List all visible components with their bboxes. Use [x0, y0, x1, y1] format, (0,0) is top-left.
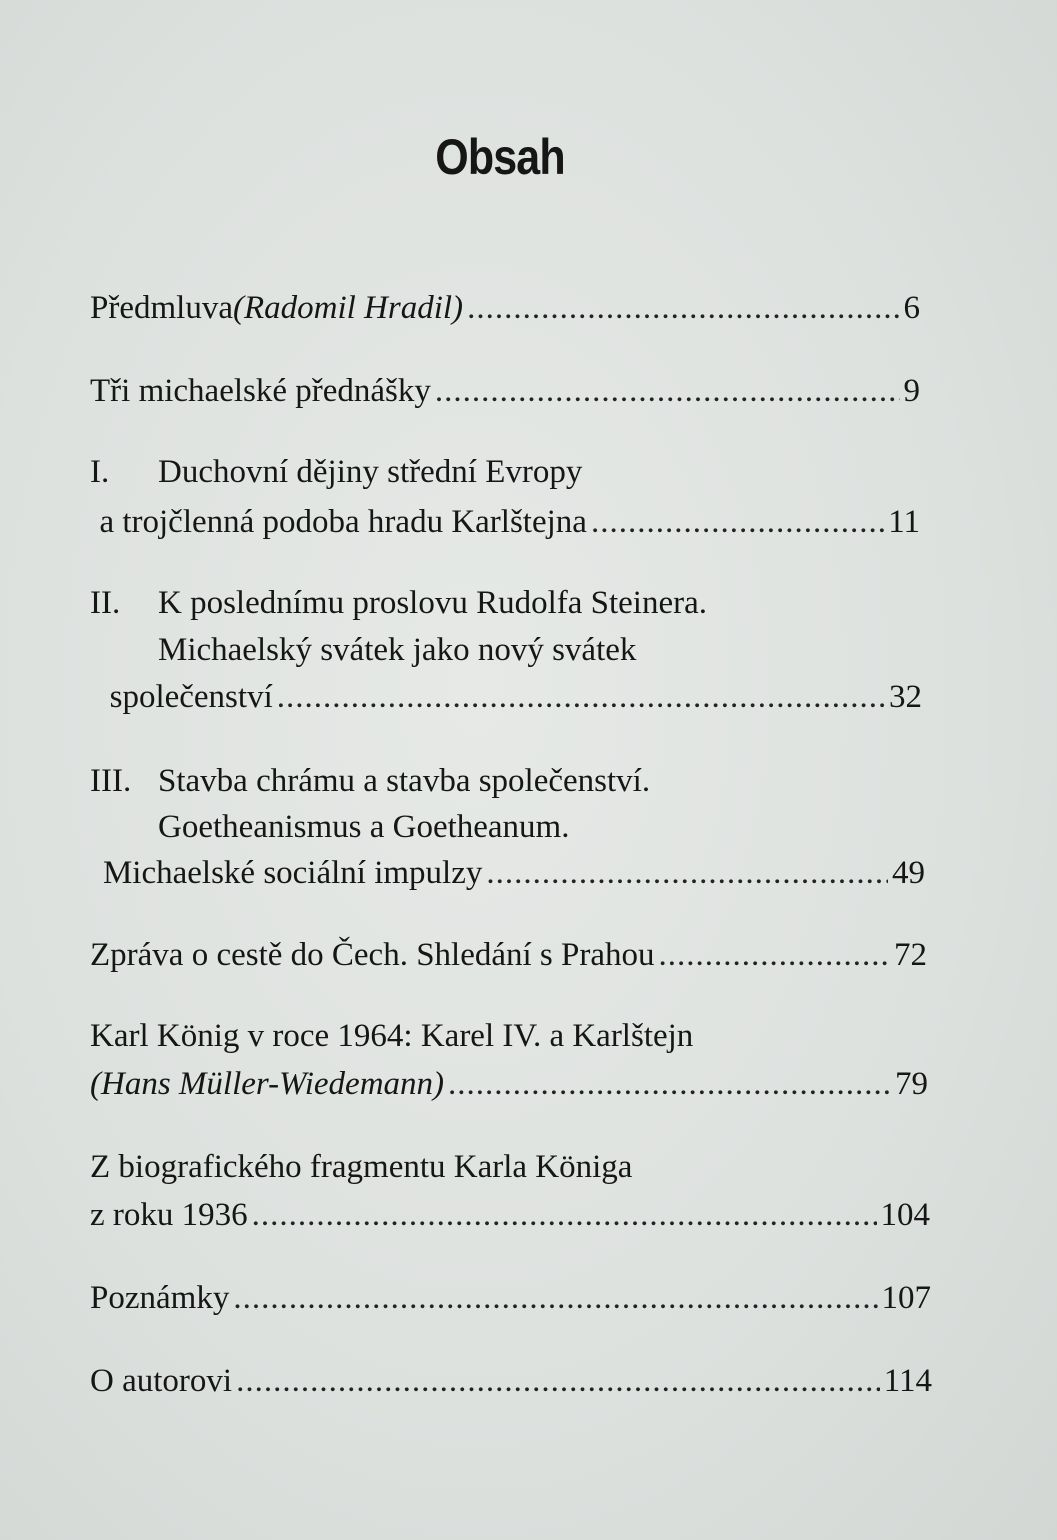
- toc-entry-title: K poslednímu proslovu Rudolfa Steinera.: [158, 585, 708, 621]
- toc-line: [90, 765, 925, 805]
- dot-leader: [467, 292, 899, 325]
- dot-leader: [252, 1199, 877, 1232]
- toc-page-number: 6: [903, 290, 920, 326]
- toc-entry-title: Karl König v roce 1964: Karel IV. a Karlštejn: [90, 1018, 694, 1054]
- toc-line: [90, 375, 920, 415]
- toc-page-number: 104: [880, 1197, 930, 1233]
- toc-page-number: 79: [895, 1066, 928, 1102]
- toc-page-number: 11: [888, 504, 920, 540]
- toc-entry-title: Goetheanismus a Goetheanum.: [158, 809, 570, 845]
- toc-entry-number: I.: [90, 454, 110, 490]
- toc-line: [90, 1199, 930, 1239]
- dot-leader: [448, 1068, 891, 1101]
- toc-entry-title: Z biografického fragmentu Karla Königa: [90, 1149, 633, 1185]
- toc-line: [90, 292, 920, 332]
- toc-page-number: 9: [903, 373, 920, 409]
- dot-leader: [591, 506, 884, 539]
- toc-page-number: 114: [883, 1363, 932, 1399]
- dot-leader: [236, 1365, 880, 1398]
- toc-entry-title: Poznámky: [90, 1280, 230, 1316]
- toc-entry-title: z roku 1936: [90, 1197, 248, 1233]
- page-title: Obsah: [435, 129, 565, 185]
- toc-line: [90, 681, 922, 721]
- toc-entry-title: společenství: [109, 679, 273, 715]
- toc-entry-title: Duchovní dějiny střední Evropy: [158, 454, 583, 490]
- toc-line: [90, 857, 925, 897]
- toc-line: [90, 811, 925, 851]
- toc-line: [90, 1151, 930, 1191]
- toc-entry-title: Zpráva o cestě do Čech. Shledání s Prahou: [90, 937, 655, 973]
- dot-leader: [233, 1282, 877, 1315]
- toc-line: [90, 587, 922, 627]
- toc-page-number: 72: [894, 937, 927, 973]
- toc-line: [90, 1365, 932, 1405]
- toc-line: [90, 1020, 928, 1060]
- toc-entry-title: Předmluva: [90, 290, 233, 326]
- dot-leader: [277, 681, 885, 714]
- dot-leader: [659, 939, 890, 972]
- toc-entry-number: II.: [90, 585, 121, 621]
- toc-entry-title: Michaelské sociální impulzy: [102, 855, 483, 891]
- toc-entry-number: III.: [90, 763, 132, 799]
- toc-line: [90, 1282, 931, 1322]
- toc-entry-title: a trojčlenná podoba hradu Karlštejna: [99, 504, 587, 540]
- toc-entry-title: O autorovi: [90, 1363, 233, 1399]
- toc-line: [90, 456, 920, 496]
- toc-entry-title: Michaelský svátek jako nový svátek: [158, 632, 637, 668]
- toc-page-number: 32: [889, 679, 922, 715]
- toc-page-number: 49: [892, 855, 925, 891]
- toc-entry-title: Stavba chrámu a stavba společenství.: [158, 763, 651, 799]
- toc-page-number: 107: [881, 1280, 931, 1316]
- toc-line: [90, 1068, 928, 1108]
- toc-line: [90, 939, 927, 979]
- toc-entry-title: Tři michaelské přednášky: [90, 373, 431, 409]
- toc-entry-author: (Hans Müller-Wiedemann): [90, 1066, 445, 1102]
- dot-leader: [486, 857, 888, 890]
- dot-leader: [435, 375, 900, 408]
- toc-line: [90, 506, 920, 546]
- toc-entry-author: (Radomil Hradil): [232, 290, 464, 326]
- toc-line: [90, 634, 922, 674]
